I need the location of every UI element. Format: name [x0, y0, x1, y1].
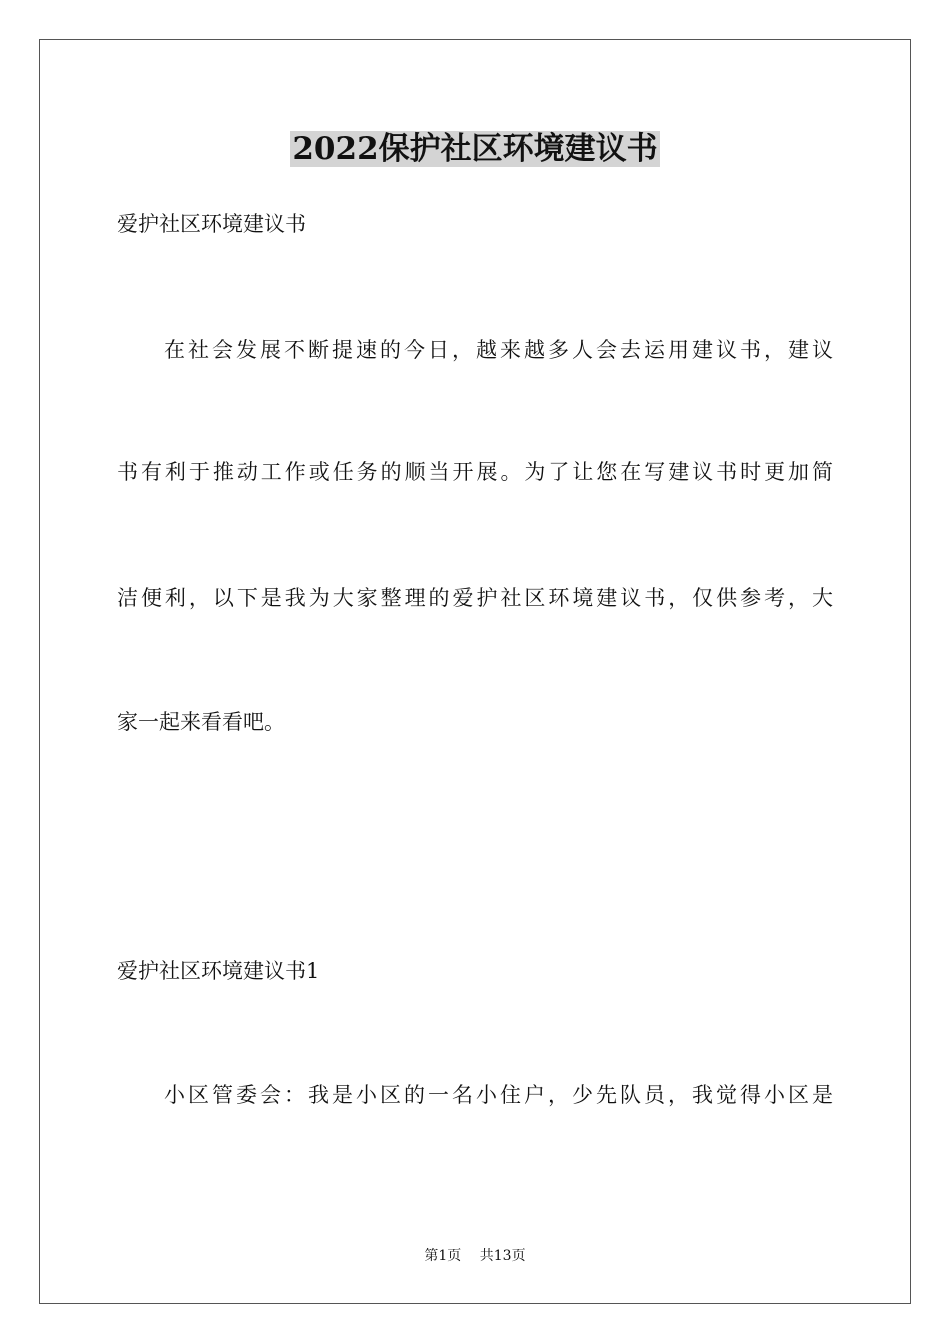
document-title-text: 2022保护社区环境建议书: [292, 131, 658, 167]
paragraph-line: 在社会发展不断提速的今日，越来越多人会去运用建议书，建议: [164, 338, 833, 362]
paragraph-line: 洁便利，以下是我为大家整理的爱护社区环境建议书，仅供参考，大: [117, 586, 833, 610]
paragraph-line: 书有利于推动工作或任务的顺当开展。为了让您在写建议书时更加简: [117, 460, 833, 484]
paragraph-line: 小区管委会：我是小区的一名小住户，少先队员，我觉得小区是: [164, 1083, 833, 1107]
document-title: [0, 127, 950, 171]
document-subtitle: 爱护社区环境建议书: [117, 212, 306, 236]
section-heading: 爱护社区环境建议书1: [117, 959, 320, 983]
paragraph-line: 家一起来看看吧。: [117, 710, 285, 734]
page-number-label: 第1页: [424, 1248, 462, 1264]
total-pages-label: 共13页: [479, 1248, 526, 1264]
page-footer: [0, 1246, 950, 1266]
